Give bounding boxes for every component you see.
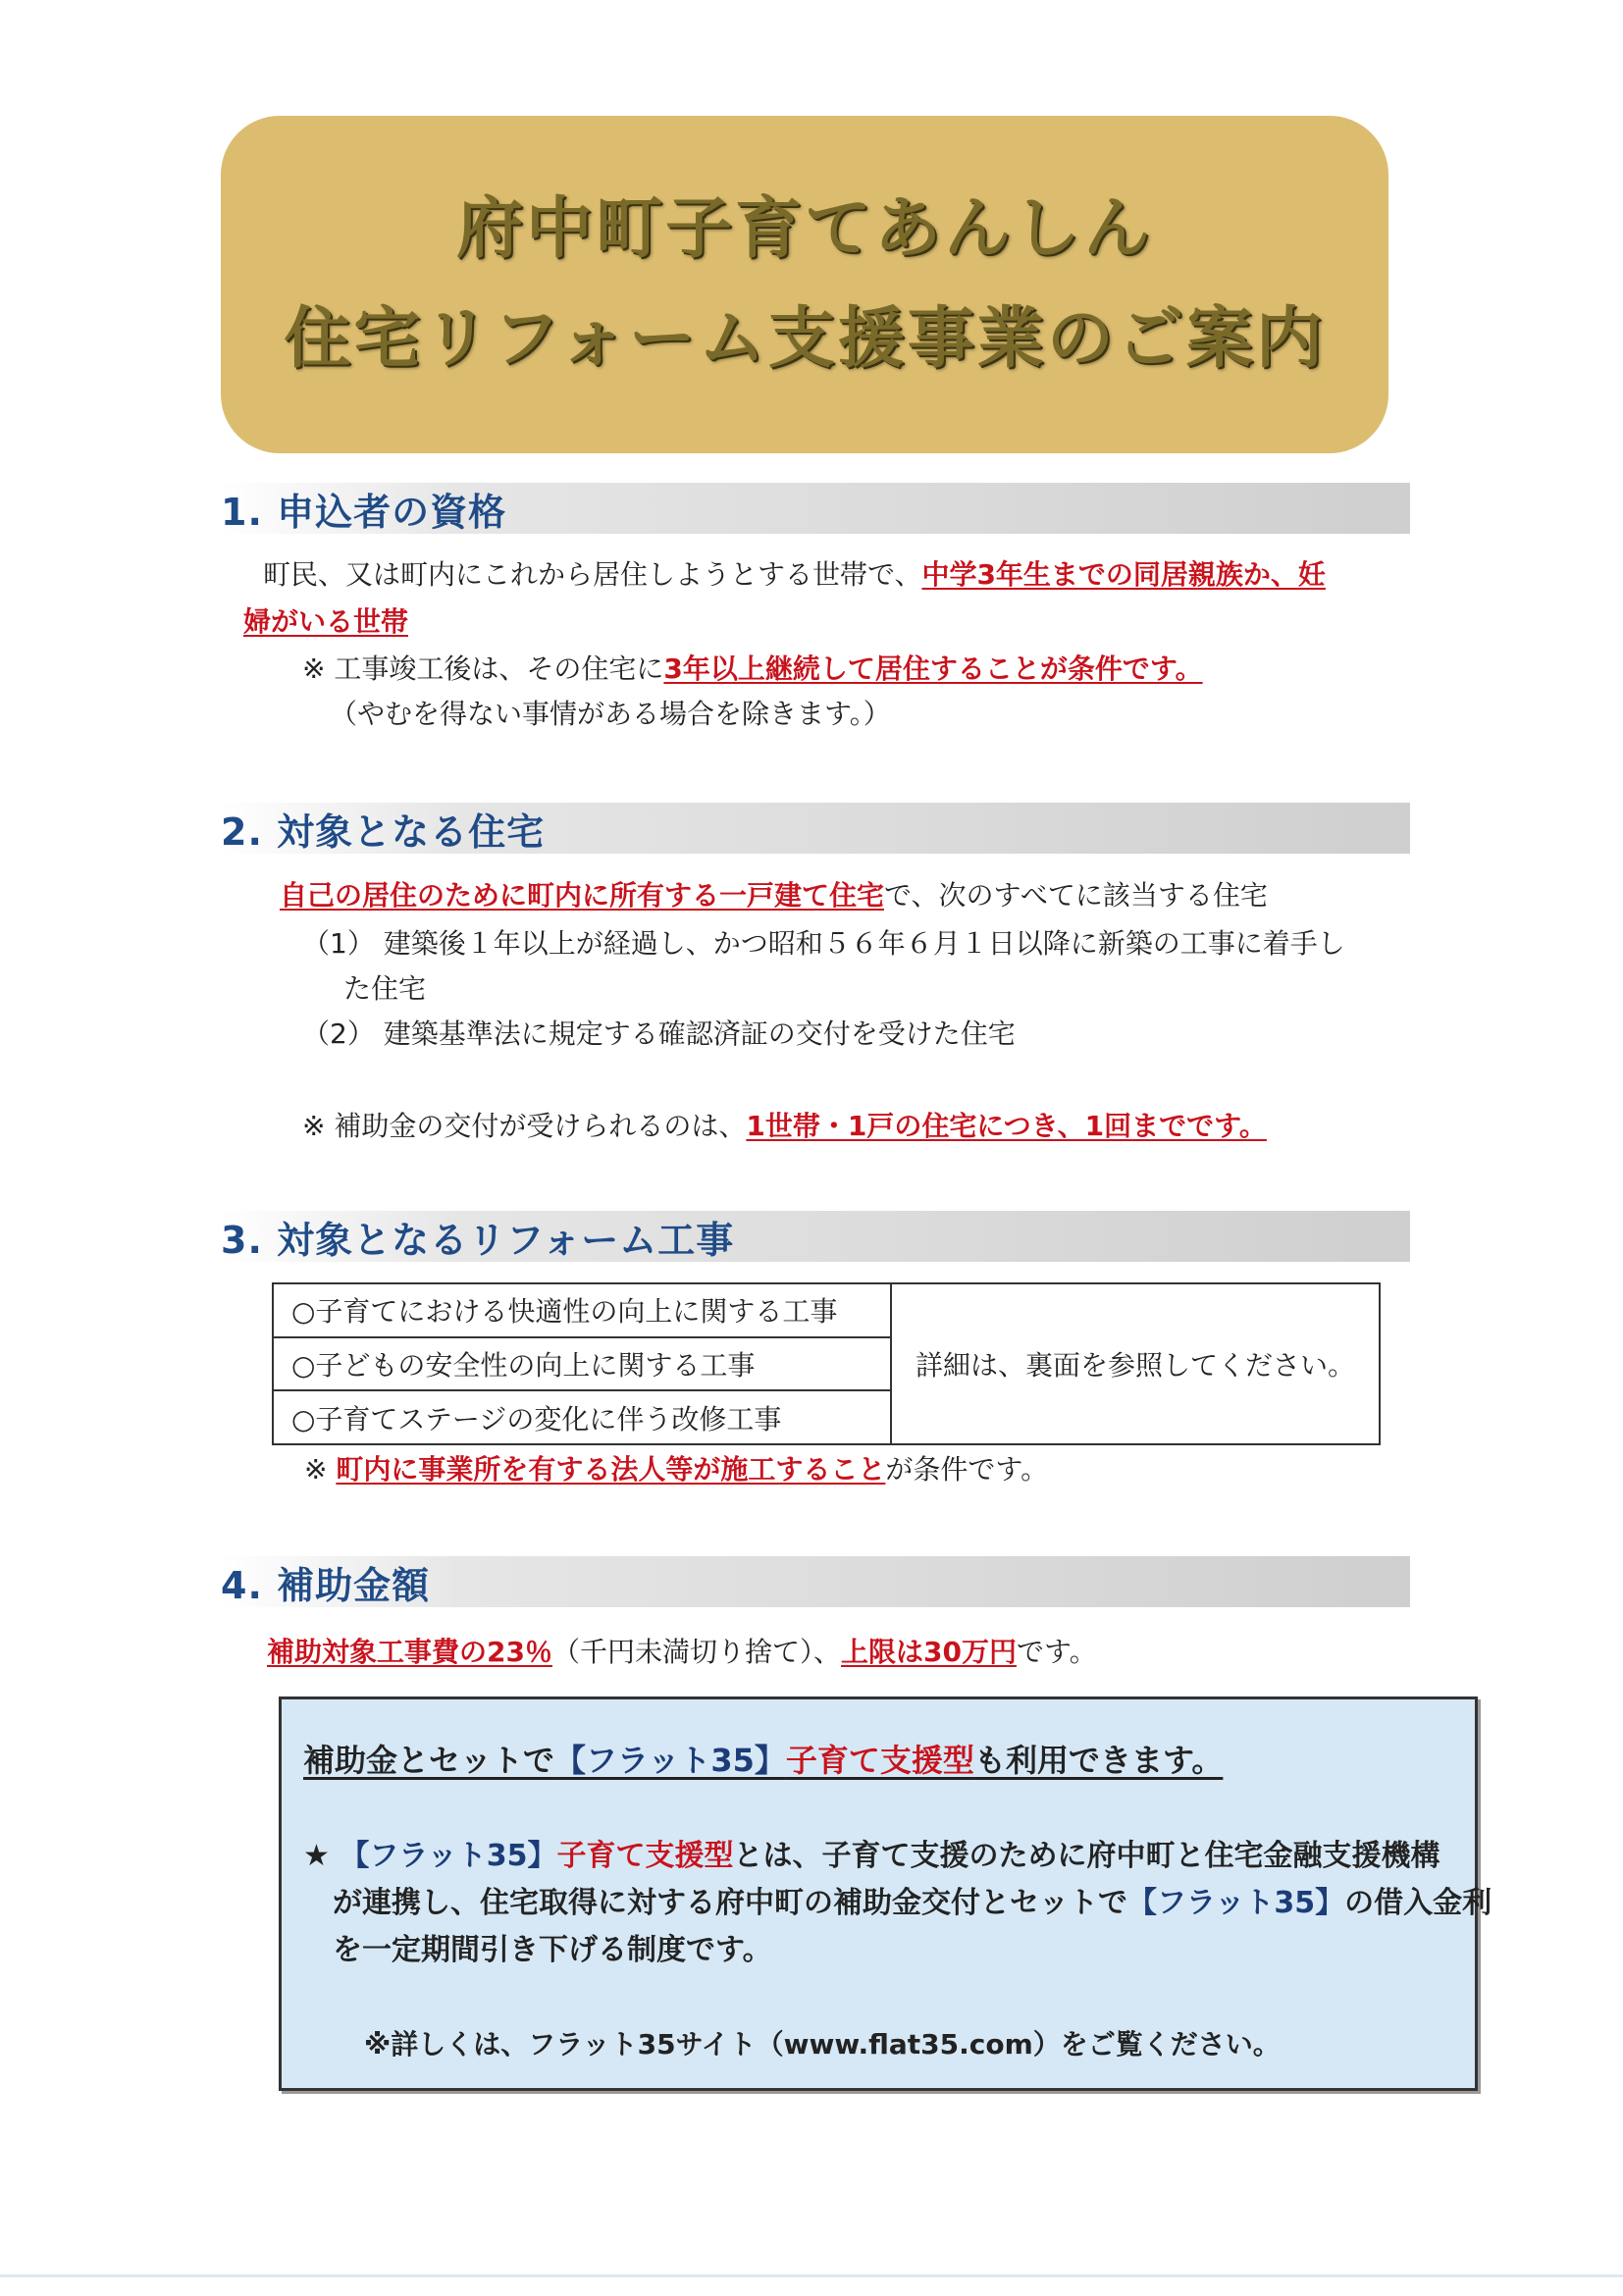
table-row — [273, 1283, 1380, 1337]
table-cell: ○子どもの安全性の向上に関する工事 — [273, 1337, 891, 1391]
flat35-line-2: が連携し、住宅取得に対する府中町の補助金交付とセットで【フラット35】の借入金利 — [333, 1886, 1492, 1920]
s4-paragraph: 補助対象工事費の23％（千円未満切り捨て）、上限は30万円です。 — [267, 1636, 1097, 1668]
title-line-2: 住宅リフォーム支援事業のご案内 — [284, 300, 1326, 378]
section-3-heading: 3. 対象となるリフォーム工事 — [221, 1211, 1410, 1262]
flat35-line-3: を一定期間引き下げる制度です。 — [333, 1933, 772, 1967]
table-cell: ○子育てステージの変化に伴う改修工事 — [273, 1390, 891, 1444]
table-cell: ○子育てにおける快適性の向上に関する工事 — [273, 1283, 891, 1337]
s1-paragraph-line2: 婦がいる世帯 — [243, 605, 409, 638]
s1-note-1: ※ 工事竣工後は、その住宅に3年以上継続して居住することが条件です。 — [302, 652, 1203, 685]
s2-item-1-line2: た住宅 — [343, 972, 427, 1005]
section-2-heading: 2. 対象となる住宅 — [221, 803, 1410, 854]
section-1-heading: 1. 申込者の資格 — [221, 483, 1410, 534]
s2-item-2: （2） 建築基準法に規定する確認済証の交付を受けた住宅 — [302, 1018, 1016, 1050]
flat35-line-1: ★ 【フラット35】子育て支援型とは、子育て支援のために府中町と住宅金融支援機構 — [303, 1839, 1440, 1873]
s1-paragraph-line1: 町民、又は町内にこれから居住しようとする世帯で、中学3年生までの同居親族か、妊 — [263, 558, 1326, 591]
reform-works-table — [272, 1282, 1381, 1445]
s1-note-2: （やむを得ない事情がある場合を除きます。） — [330, 698, 891, 730]
title-line-1: 府中町子育てあんしん — [455, 189, 1153, 268]
flat35-heading: 補助金とセットで【フラット35】子育て支援型も利用できます。 — [303, 1742, 1224, 1779]
s3-note: ※ 町内に事業所を有する法人等が施工することが条件です。 — [304, 1453, 1049, 1486]
s2-item-1-line1: （1） 建築後１年以上が経過し、かつ昭和５６年６月１日以降に新築の工事に着手し — [302, 927, 1345, 960]
title-banner — [221, 116, 1388, 453]
s2-paragraph: 自己の居住のために町内に所有する一戸建て住宅で、次のすべてに該当する住宅 — [280, 879, 1268, 912]
flat35-website-note: ※詳しくは、フラット35サイト（www.flat35.com）をご覧ください。 — [364, 2028, 1281, 2061]
s2-note: ※ 補助金の交付が受けられるのは、1世帯・1戸の住宅につき、1回までです。 — [302, 1110, 1267, 1142]
section-4-heading: 4. 補助金額 — [221, 1556, 1410, 1607]
bottom-divider — [0, 2274, 1623, 2277]
flat35-info-box — [279, 1696, 1492, 2091]
detail-cell: 詳細は、裏面を参照してください。 — [891, 1283, 1380, 1444]
